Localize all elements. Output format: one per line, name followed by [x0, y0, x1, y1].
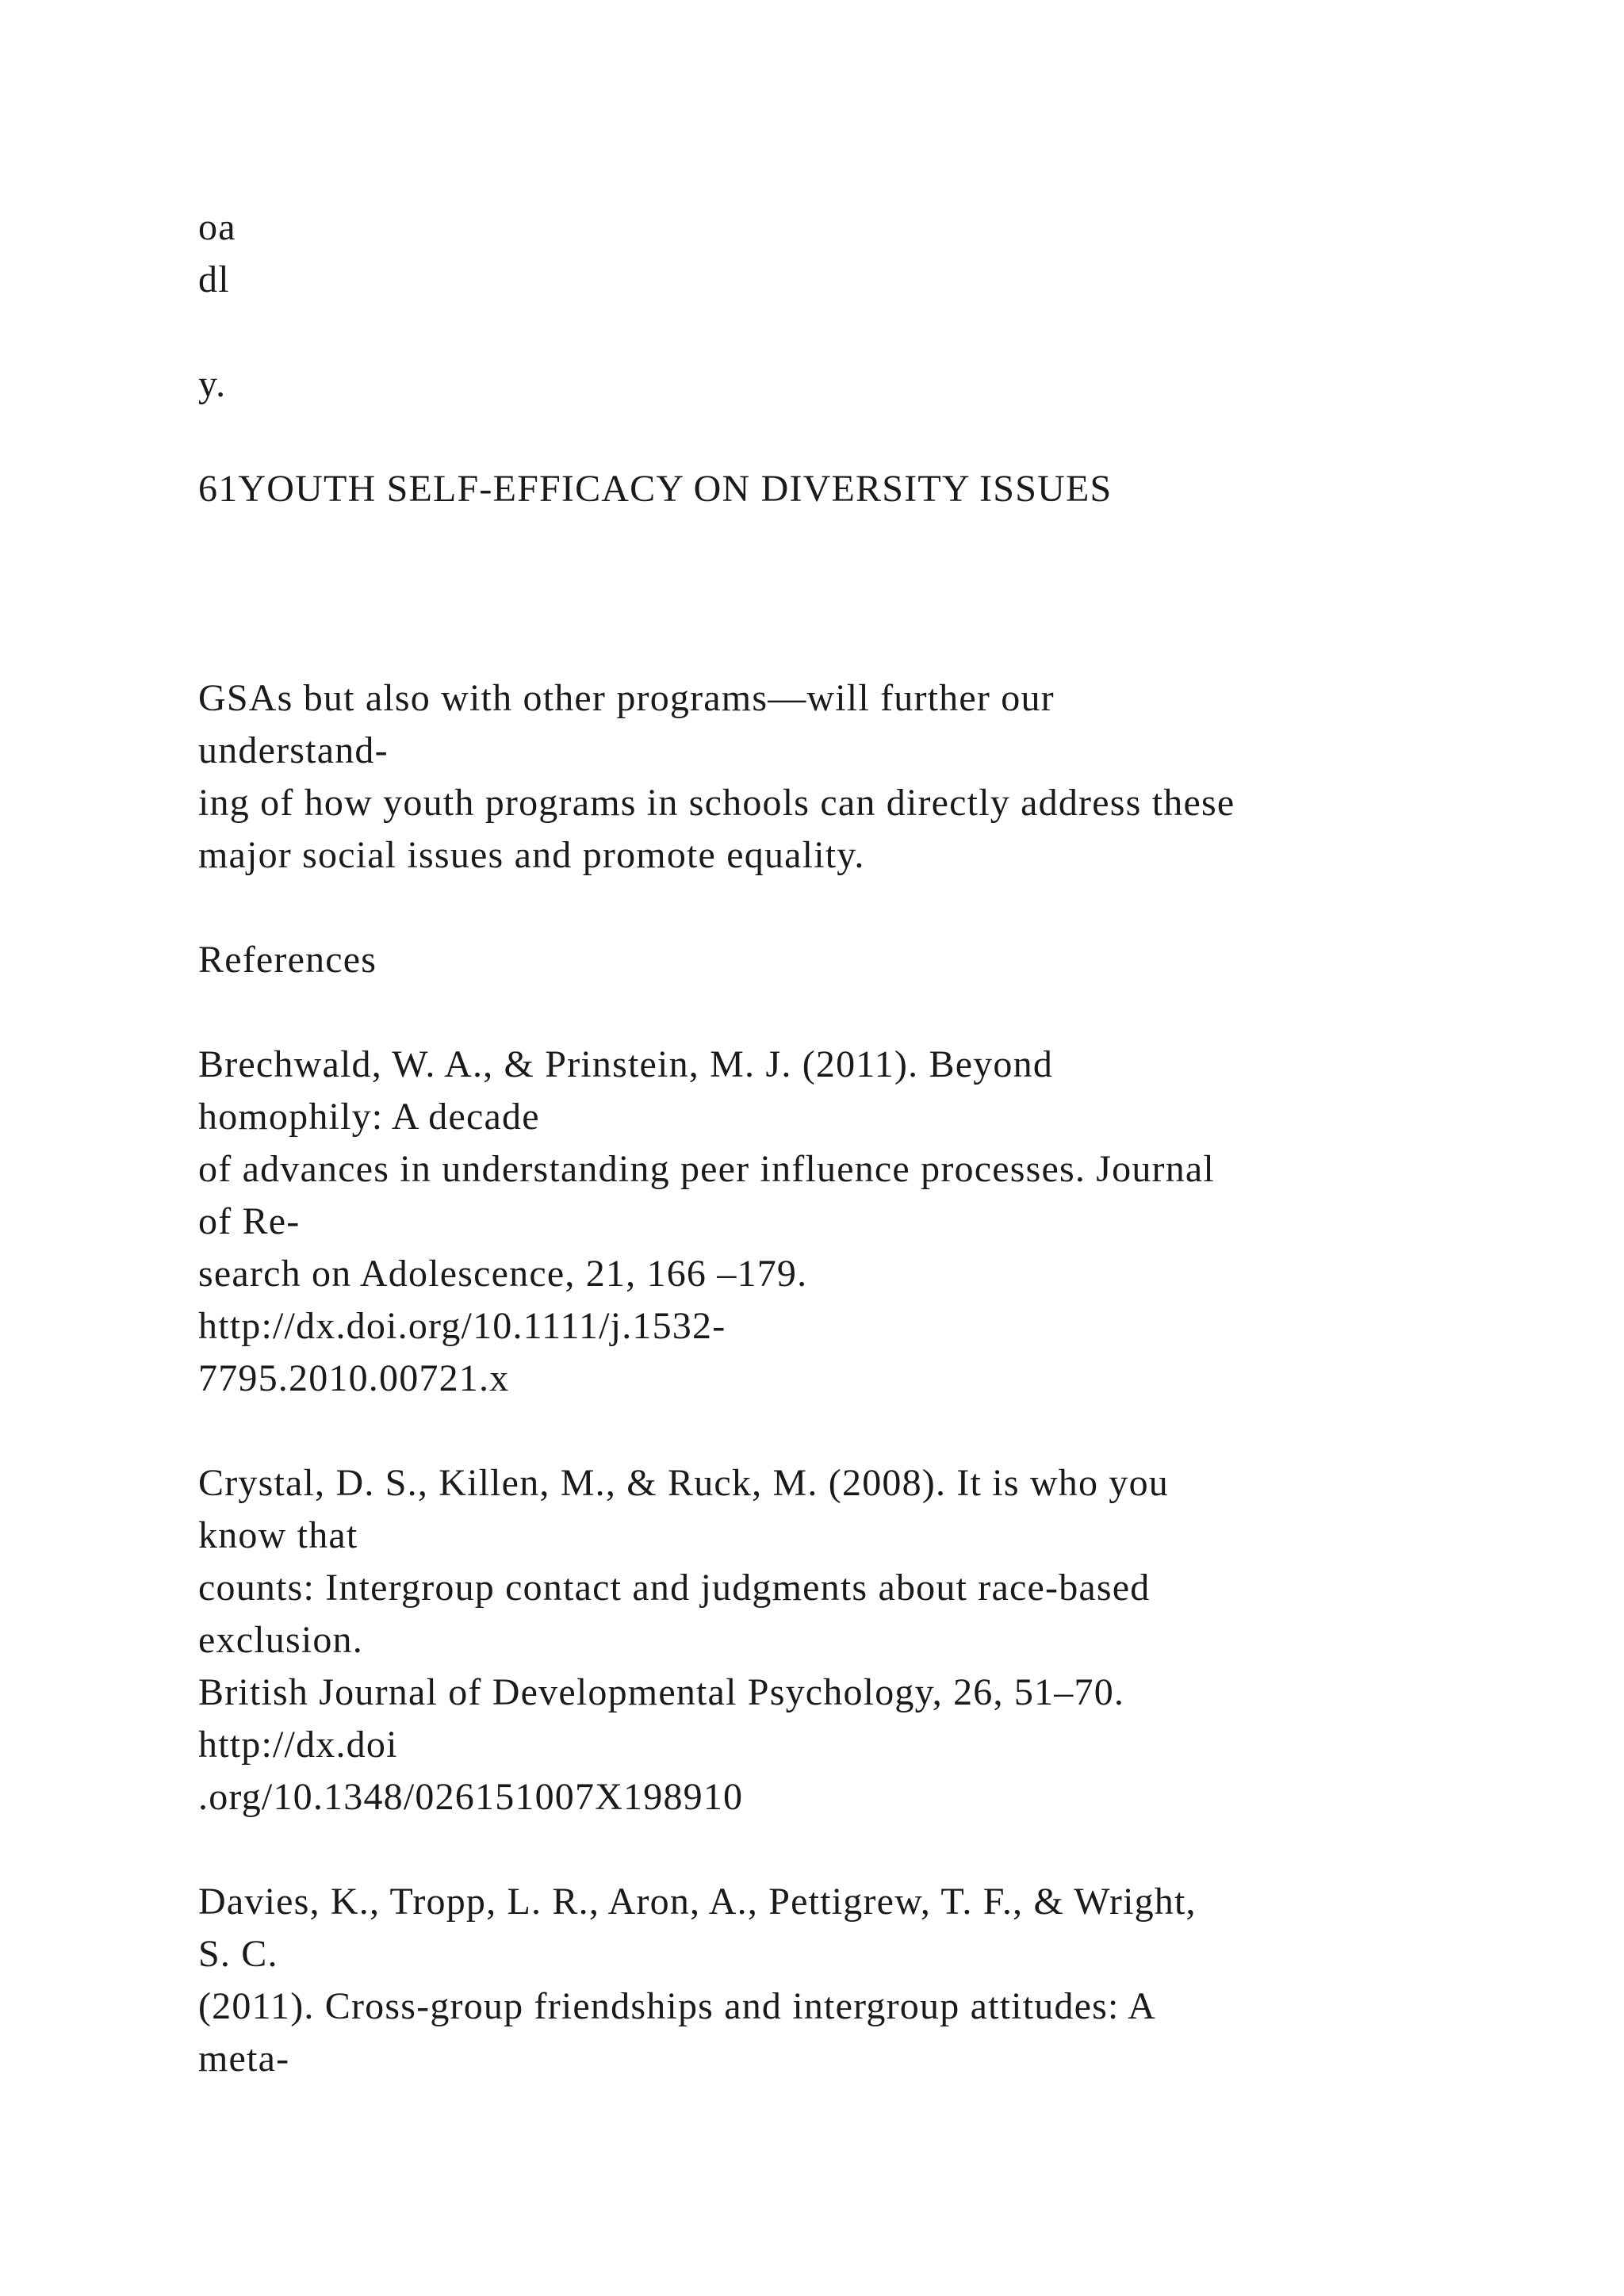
body-paragraph: [198, 672, 1546, 882]
reference-entry-davies: [198, 1876, 1546, 2085]
references-heading: References: [198, 939, 377, 981]
reference-line: .org/10.1348/026151007X198910: [198, 1776, 744, 1818]
body-line: ing of how youth programs in schools can directly address these: [198, 782, 1235, 824]
reference-line: meta-: [198, 2038, 290, 2080]
reference-entry-crystal: [198, 1457, 1546, 1823]
reference-line: http://dx.doi: [198, 1724, 398, 1766]
reference-line: homophily: A decade: [198, 1096, 540, 1138]
text-fragments: [198, 201, 1546, 411]
reference-line: Davies, K., Tropp, L. R., Aron, A., Pettigrew, T. F., & Wright,: [198, 1881, 1197, 1923]
reference-line: 7795.2010.00721.x: [198, 1357, 510, 1399]
reference-line: Crystal, D. S., Killen, M., & Ruck, M. (2008). It is who you: [198, 1462, 1169, 1504]
reference-entry-brechwald: [198, 1039, 1546, 1405]
reference-line: of Re-: [198, 1200, 301, 1242]
body-line: GSAs but also with other programs—will further our: [198, 677, 1055, 719]
reference-line: search on Adolescence, 21, 166 –179.: [198, 1253, 808, 1295]
reference-line: (2011). Cross-group friendships and intergroup attitudes: A: [198, 1985, 1156, 2027]
fragment-line: y.: [198, 363, 227, 405]
running-header: 61YOUTH SELF-EFFICACY ON DIVERSITY ISSUES: [198, 468, 1113, 510]
fragment-line: oa: [198, 206, 236, 248]
document-page: [198, 201, 1546, 2085]
reference-line: know that: [198, 1514, 358, 1556]
body-line: understand-: [198, 729, 389, 771]
reference-line: Brechwald, W. A., & Prinstein, M. J. (2011). Beyond: [198, 1043, 1054, 1085]
reference-line: counts: Intergroup contact and judgments about race-based: [198, 1567, 1151, 1609]
reference-line: British Journal of Developmental Psychology, 26, 51–70.: [198, 1671, 1125, 1713]
reference-line: exclusion.: [198, 1619, 363, 1661]
reference-line: of advances in understanding peer influence processes. Journal: [198, 1148, 1215, 1190]
body-line: major social issues and promote equality.: [198, 834, 865, 876]
reference-line: S. C.: [198, 1933, 278, 1975]
fragment-line: dl: [198, 258, 230, 300]
reference-line: http://dx.doi.org/10.1111/j.1532-: [198, 1305, 726, 1347]
